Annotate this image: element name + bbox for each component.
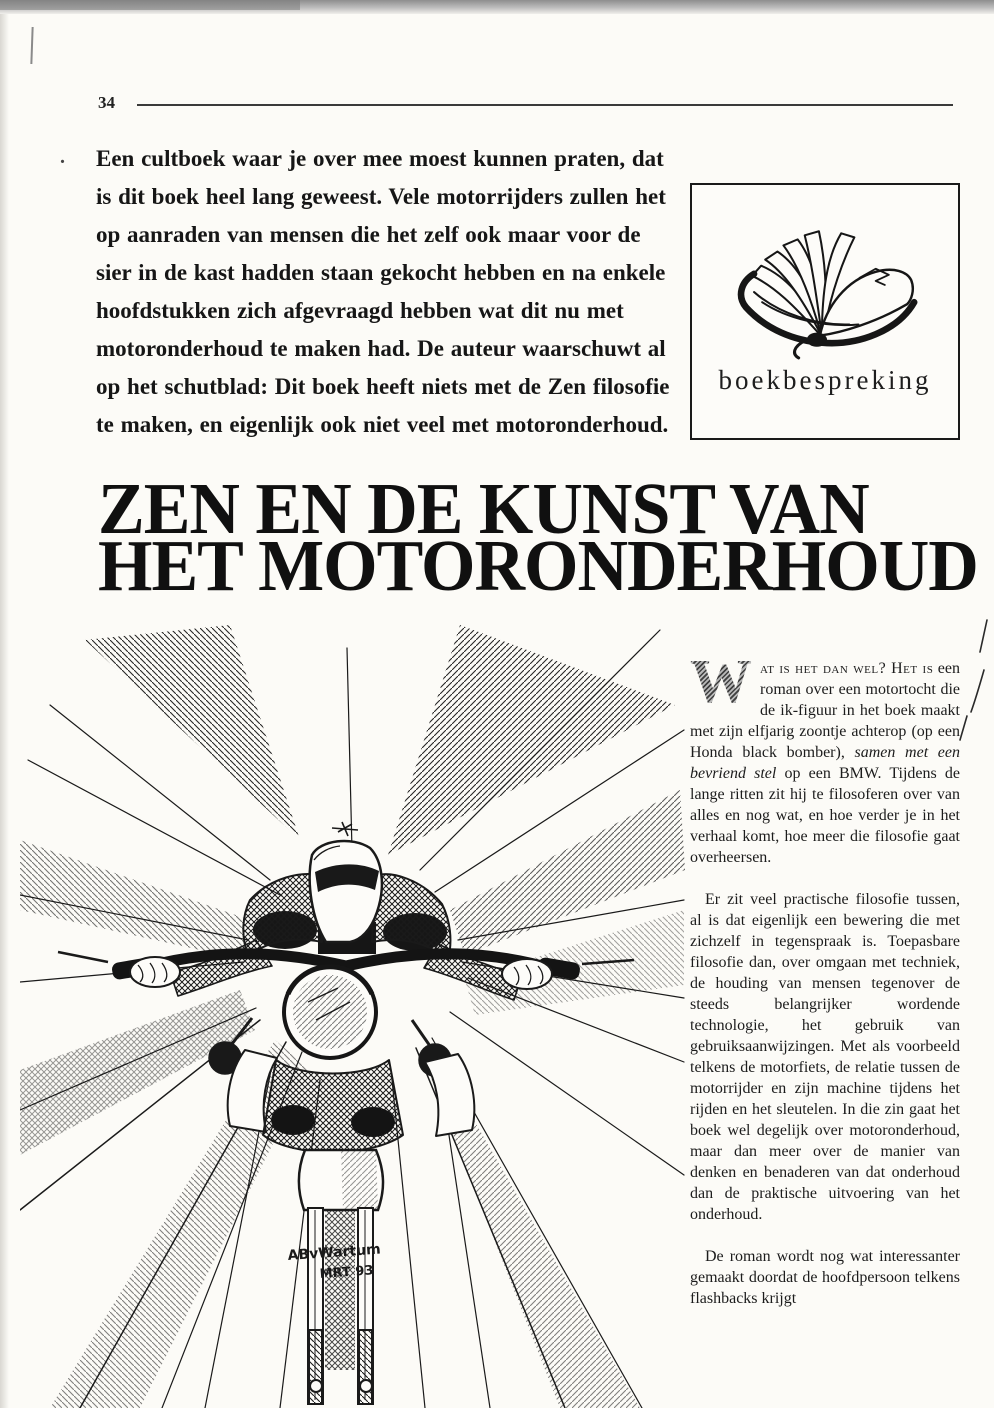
scan-edge-top-dark xyxy=(0,0,300,10)
headline-line-1: ZEN EN DE KUNST VAN xyxy=(98,469,869,550)
article-headline xyxy=(98,469,978,607)
stray-dot: . xyxy=(60,146,65,168)
badge-caption: boekbespreking xyxy=(718,365,932,395)
scan-mark-left xyxy=(30,27,33,64)
header-rule xyxy=(137,104,953,106)
engine-block xyxy=(228,1050,475,1152)
review-badge xyxy=(690,183,960,440)
scan-edge-left xyxy=(0,14,9,1408)
svg-text:MRT 93: MRT 93 xyxy=(319,1263,375,1282)
article-paragraph-1 xyxy=(690,648,961,868)
right-hand xyxy=(502,959,552,989)
paragraph-text-b: op een BMW. Tijdens de lange ritten zit hij te filosoferen over van alles en nog wat, en hoe verder je in het verhaal komt, hoe meer die filosofie gaat overheersen. xyxy=(690,765,960,866)
open-book-icon xyxy=(718,211,932,363)
headlight xyxy=(284,966,376,1058)
motorcyclist-illustration xyxy=(20,610,688,1408)
article-body xyxy=(690,648,961,1309)
headline-line-2: HET MOTORONDERHOUD xyxy=(98,526,978,607)
paragraph-text-a: een roman over een motortocht die de ik-figuur in het boek maakt met zijn elfjarig zoontje achterop (op een Honda black bomber), xyxy=(690,660,960,761)
page-number: 34 xyxy=(98,93,115,112)
intro-paragraph: Een cultboek waar je over mee moest kunnen praten, dat is dit boek heel lang geweest. Vele motorrijders zullen het op aanraden van mensen die het zelf ook maar voor de sier in de kast hadden staan gekocht hebben en na enkele hoofdstukken zich afgevraagd hebben wat dit nu met motoronderhoud te maken had. De auteur waarschuwt al op het schutblad: Dit boek heeft niets met de Zen filosofie te maken, en eigenlijk ook niet veel met motoronderhoud. xyxy=(96,146,670,437)
opening-smallcaps: at is het dan wel? Het is xyxy=(760,660,934,677)
svg-text:ABvWartum: ABvWartum xyxy=(287,1241,382,1264)
paragraph-italic: samen met een bevriend stel xyxy=(690,744,961,782)
article-paragraph-3: De roman wordt nog wat interessanter gemaakt doordat de hoofdpersoon telkens flashbacks krijgt xyxy=(690,1248,960,1307)
margin-pen-strokes xyxy=(954,612,994,762)
drop-cap: W xyxy=(690,648,752,716)
article-paragraph-2: Er zit veel practische filosofie tussen, al is dat eigenlijk een bewering die met zichzelf in tegenspraak is. Toepasbare filosofie dan, over omgaan met techniek, de houding van mensen tegenover de steeds belangrijker wordende technologie, het gebruik van gebruiksaanwijzingen. Met als voorbeeld telkens de motorfiets, de relatie tussen de motorrijder en zijn machine tijdens het rijden en het sleutelen. In die zin gaat het boek wel degelijk over motoronderhoud, maar dan meer over de manier van denken en benaderen van dat onderhoud dan de praktische uitvoering van het onderhoud. xyxy=(690,891,960,1223)
